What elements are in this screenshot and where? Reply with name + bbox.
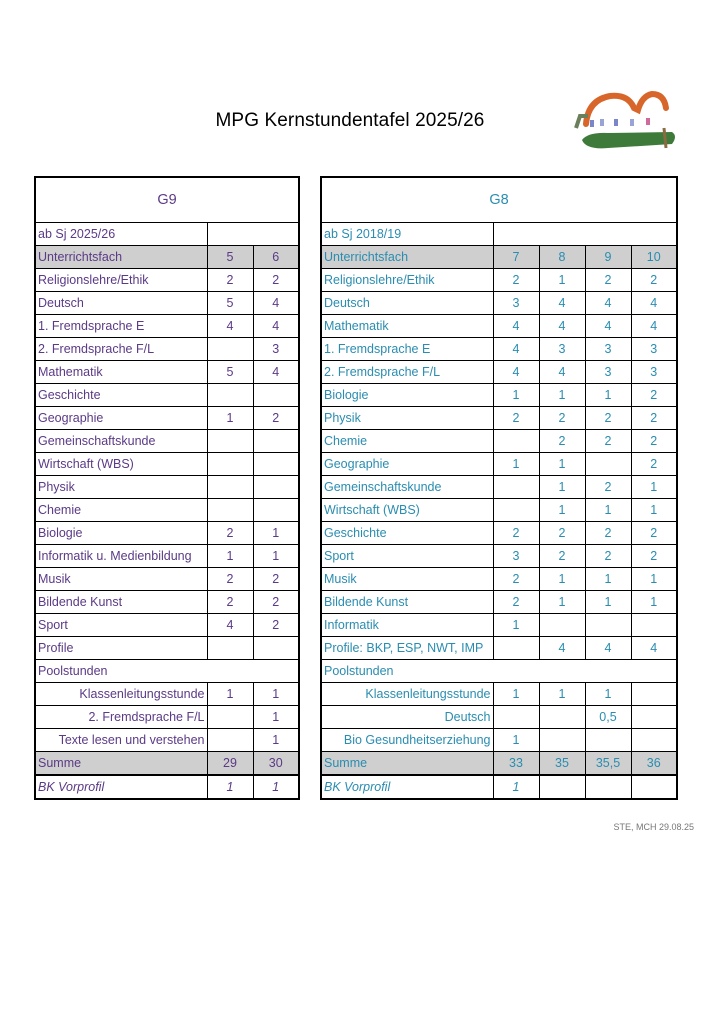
hours-cell: 2	[631, 453, 677, 476]
hours-cell: 2	[207, 568, 253, 591]
pool-row	[35, 706, 299, 729]
subject-cell: Geschichte	[321, 522, 493, 545]
table-row	[35, 453, 299, 476]
header-row	[35, 177, 299, 223]
hours-cell: 2	[253, 614, 299, 637]
hours-cell: 1	[493, 614, 539, 637]
hours-cell	[207, 338, 253, 361]
subject-cell: 2. Fremdsprache F/L	[35, 338, 207, 361]
hours-cell	[493, 706, 539, 729]
table-row	[321, 407, 677, 430]
subject-cell: Geschichte	[35, 384, 207, 407]
table-row	[35, 315, 299, 338]
subject-cell: Informatik	[321, 614, 493, 637]
hours-cell: 4	[585, 315, 631, 338]
hours-cell: 1	[493, 729, 539, 752]
table-row	[321, 338, 677, 361]
table-row	[35, 338, 299, 361]
hours-cell	[207, 637, 253, 660]
pool-row	[321, 683, 677, 706]
hours-cell: 1	[585, 384, 631, 407]
hours-cell: 1	[539, 499, 585, 522]
hours-cell: 1	[207, 407, 253, 430]
hours-cell: 2	[493, 522, 539, 545]
hours-cell: 2	[539, 522, 585, 545]
bk-row	[321, 775, 677, 799]
table-row	[321, 568, 677, 591]
hours-cell	[631, 683, 677, 706]
subject-cell: Religionslehre/Ethik	[35, 269, 207, 292]
hours-cell: 3	[585, 361, 631, 384]
hours-cell: 2	[253, 568, 299, 591]
hours-cell: 1	[253, 522, 299, 545]
hours-cell: 2	[493, 407, 539, 430]
sum-value: 33	[493, 752, 539, 776]
table-row	[321, 269, 677, 292]
table-row	[321, 292, 677, 315]
table-row	[321, 361, 677, 384]
hours-cell: 4	[585, 637, 631, 660]
hours-cell	[539, 706, 585, 729]
hours-cell	[631, 614, 677, 637]
table-row	[35, 292, 299, 315]
table-row	[35, 614, 299, 637]
sum-value: 29	[207, 752, 253, 776]
hours-cell: 3	[493, 545, 539, 568]
bk-row	[35, 775, 299, 799]
sum-row	[35, 752, 299, 776]
table-row	[35, 407, 299, 430]
hours-cell: 4	[493, 361, 539, 384]
hours-cell	[539, 614, 585, 637]
g9-table	[34, 176, 300, 800]
hours-cell: 1	[207, 683, 253, 706]
hours-cell: 4	[539, 361, 585, 384]
hours-cell: 4	[539, 637, 585, 660]
hours-cell: 0,5	[585, 706, 631, 729]
hours-cell: 4	[207, 315, 253, 338]
pool-subject-cell: 2. Fremdsprache F/L	[35, 706, 207, 729]
hours-cell	[207, 384, 253, 407]
hours-cell: 2	[585, 545, 631, 568]
table-row	[321, 499, 677, 522]
column-header-grade: 6	[253, 246, 299, 269]
hours-cell: 4	[539, 315, 585, 338]
hours-cell: 1	[631, 591, 677, 614]
pool-subject-cell: Klassenleitungsstunde	[35, 683, 207, 706]
hours-cell: 2	[585, 430, 631, 453]
footer-note: STE, MCH 29.08.25	[613, 822, 694, 832]
hours-cell: 2	[539, 407, 585, 430]
table-header: G9	[35, 177, 299, 223]
table-row	[35, 499, 299, 522]
subject-cell: Religionslehre/Ethik	[321, 269, 493, 292]
pool-row	[321, 729, 677, 752]
hours-cell: 3	[493, 292, 539, 315]
hours-cell	[493, 430, 539, 453]
hours-cell: 4	[207, 614, 253, 637]
school-logo	[568, 86, 680, 158]
hours-cell	[207, 706, 253, 729]
hours-cell	[207, 453, 253, 476]
hours-cell: 1	[539, 683, 585, 706]
hours-cell	[631, 706, 677, 729]
hours-cell: 2	[631, 430, 677, 453]
hours-cell: 4	[631, 637, 677, 660]
hours-cell	[253, 384, 299, 407]
table-row	[35, 545, 299, 568]
hours-cell: 4	[253, 315, 299, 338]
hours-cell: 1	[493, 453, 539, 476]
table-row	[35, 591, 299, 614]
table-row	[321, 430, 677, 453]
subject-cell: Musik	[321, 568, 493, 591]
hours-cell	[207, 729, 253, 752]
hours-cell: 5	[207, 292, 253, 315]
subject-cell: Geographie	[321, 453, 493, 476]
g8-table	[320, 176, 678, 800]
hours-cell: 3	[631, 338, 677, 361]
hours-cell: 1	[585, 568, 631, 591]
pool-label: Poolstunden	[35, 660, 299, 683]
hours-cell	[253, 453, 299, 476]
subject-cell: Mathematik	[321, 315, 493, 338]
table-row	[35, 637, 299, 660]
hours-cell: 2	[631, 384, 677, 407]
hours-cell: 2	[539, 545, 585, 568]
hours-cell	[493, 499, 539, 522]
hours-cell: 2	[585, 269, 631, 292]
table-row	[321, 614, 677, 637]
table-row	[35, 522, 299, 545]
subject-cell: Physik	[35, 476, 207, 499]
hours-cell: 1	[207, 545, 253, 568]
column-header-row	[35, 246, 299, 269]
sum-value: 36	[631, 752, 677, 776]
subject-cell: Wirtschaft (WBS)	[321, 499, 493, 522]
hours-cell: 2	[631, 407, 677, 430]
subject-cell: Mathematik	[35, 361, 207, 384]
column-header-grade: 5	[207, 246, 253, 269]
subject-cell: 1. Fremdsprache E	[321, 338, 493, 361]
hours-cell	[631, 729, 677, 752]
table-row	[35, 269, 299, 292]
subject-cell: Gemeinschaftskunde	[321, 476, 493, 499]
header-row	[321, 177, 677, 223]
table-row	[321, 384, 677, 407]
hours-cell	[585, 453, 631, 476]
subject-cell: Chemie	[321, 430, 493, 453]
hours-cell	[207, 476, 253, 499]
hours-cell: 3	[539, 338, 585, 361]
hours-cell: 4	[585, 292, 631, 315]
table-row	[35, 430, 299, 453]
pool-header-row	[321, 660, 677, 683]
hours-cell: 1	[585, 591, 631, 614]
subject-cell: Deutsch	[35, 292, 207, 315]
hours-cell: 1	[539, 476, 585, 499]
bk-value	[585, 775, 631, 799]
hours-cell: 4	[253, 361, 299, 384]
bk-value	[539, 775, 585, 799]
subject-cell: Biologie	[35, 522, 207, 545]
hours-cell: 4	[539, 292, 585, 315]
bk-value	[631, 775, 677, 799]
pool-row	[321, 706, 677, 729]
column-header-grade: 8	[539, 246, 585, 269]
hours-cell: 1	[253, 729, 299, 752]
hours-cell: 2	[631, 522, 677, 545]
bk-label: BK Vorprofil	[321, 775, 493, 799]
subject-cell: 1. Fremdsprache E	[35, 315, 207, 338]
table-row	[35, 568, 299, 591]
hours-cell: 2	[493, 269, 539, 292]
table-header: G8	[321, 177, 677, 223]
table-row	[321, 637, 677, 660]
sum-value: 30	[253, 752, 299, 776]
hours-cell: 2	[253, 269, 299, 292]
hours-cell: 2	[631, 269, 677, 292]
hours-cell: 2	[493, 568, 539, 591]
hours-cell: 2	[253, 591, 299, 614]
hours-cell: 1	[631, 499, 677, 522]
school-year-label: ab Sj 2018/19	[321, 223, 493, 246]
column-header-subject: Unterrichtsfach	[321, 246, 493, 269]
column-header-grade: 10	[631, 246, 677, 269]
sum-value: 35	[539, 752, 585, 776]
pool-row	[35, 683, 299, 706]
subject-cell: Profile: BKP, ESP, NWT, IMP	[321, 637, 493, 660]
hours-cell: 1	[539, 384, 585, 407]
school-year-label: ab Sj 2025/26	[35, 223, 207, 246]
hours-cell: 1	[585, 499, 631, 522]
subject-cell: Profile	[35, 637, 207, 660]
hours-cell: 1	[539, 453, 585, 476]
hours-cell: 2	[493, 591, 539, 614]
column-header-subject: Unterrichtsfach	[35, 246, 207, 269]
column-header-row	[321, 246, 677, 269]
pool-header-row	[35, 660, 299, 683]
hours-cell: 2	[207, 522, 253, 545]
sum-row	[321, 752, 677, 776]
subject-cell: Geographie	[35, 407, 207, 430]
subject-cell: Bildende Kunst	[35, 591, 207, 614]
hours-cell	[253, 430, 299, 453]
sum-label: Summe	[321, 752, 493, 776]
bk-value: 1	[253, 775, 299, 799]
hours-cell: 1	[631, 476, 677, 499]
hours-cell: 1	[539, 269, 585, 292]
sum-value: 35,5	[585, 752, 631, 776]
pool-label: Poolstunden	[321, 660, 677, 683]
hours-cell: 3	[585, 338, 631, 361]
empty-cell	[493, 223, 677, 246]
table-row	[321, 545, 677, 568]
hours-cell: 1	[631, 568, 677, 591]
hours-cell: 1	[253, 545, 299, 568]
table-row	[321, 522, 677, 545]
pool-subject-cell: Bio Gesundheitserziehung	[321, 729, 493, 752]
hours-cell: 1	[493, 384, 539, 407]
subject-cell: Informatik u. Medienbildung	[35, 545, 207, 568]
empty-cell	[207, 223, 299, 246]
hours-cell: 4	[493, 315, 539, 338]
hours-cell	[207, 430, 253, 453]
hours-cell: 3	[253, 338, 299, 361]
hours-cell: 2	[585, 407, 631, 430]
table-row	[321, 476, 677, 499]
hours-cell	[207, 499, 253, 522]
hours-cell: 1	[539, 591, 585, 614]
table-row	[321, 315, 677, 338]
hours-cell: 2	[585, 476, 631, 499]
hours-cell: 1	[585, 683, 631, 706]
hours-cell: 1	[253, 683, 299, 706]
subject-cell: Sport	[35, 614, 207, 637]
bk-value: 1	[493, 775, 539, 799]
hours-cell: 2	[585, 522, 631, 545]
hours-cell	[539, 729, 585, 752]
subject-cell: Bildende Kunst	[321, 591, 493, 614]
hours-cell: 1	[493, 683, 539, 706]
bk-value: 1	[207, 775, 253, 799]
column-header-grade: 9	[585, 246, 631, 269]
column-header-grade: 7	[493, 246, 539, 269]
hours-cell: 2	[253, 407, 299, 430]
hours-cell: 1	[539, 568, 585, 591]
hours-cell: 4	[631, 315, 677, 338]
pool-subject-cell: Klassenleitungsstunde	[321, 683, 493, 706]
subject-cell: Chemie	[35, 499, 207, 522]
pool-row	[35, 729, 299, 752]
hours-cell: 4	[493, 338, 539, 361]
hours-cell	[493, 637, 539, 660]
hours-cell	[585, 729, 631, 752]
hours-cell: 2	[539, 430, 585, 453]
hours-cell: 3	[631, 361, 677, 384]
subject-cell: 2. Fremdsprache F/L	[321, 361, 493, 384]
hours-cell	[253, 476, 299, 499]
subject-cell: Physik	[321, 407, 493, 430]
hours-cell: 2	[631, 545, 677, 568]
subject-cell: Musik	[35, 568, 207, 591]
subject-cell: Sport	[321, 545, 493, 568]
hours-cell	[585, 614, 631, 637]
table-row	[321, 591, 677, 614]
table-row	[35, 384, 299, 407]
bk-label: BK Vorprofil	[35, 775, 207, 799]
hours-cell: 4	[253, 292, 299, 315]
sum-label: Summe	[35, 752, 207, 776]
subject-cell: Biologie	[321, 384, 493, 407]
hours-cell: 2	[207, 269, 253, 292]
subject-cell: Wirtschaft (WBS)	[35, 453, 207, 476]
hours-cell: 5	[207, 361, 253, 384]
table-row	[35, 361, 299, 384]
table-row	[321, 453, 677, 476]
subject-cell: Gemeinschaftskunde	[35, 430, 207, 453]
hours-cell	[253, 499, 299, 522]
hours-cell: 4	[631, 292, 677, 315]
pool-subject-cell: Texte lesen und verstehen	[35, 729, 207, 752]
school-year-row	[35, 223, 299, 246]
subject-cell: Deutsch	[321, 292, 493, 315]
school-year-row	[321, 223, 677, 246]
hours-cell	[253, 637, 299, 660]
page-title: MPG Kernstundentafel 2025/26	[215, 110, 485, 131]
hours-cell: 2	[207, 591, 253, 614]
hours-cell	[493, 476, 539, 499]
table-row	[35, 476, 299, 499]
hours-cell: 1	[253, 706, 299, 729]
pool-subject-cell: Deutsch	[321, 706, 493, 729]
